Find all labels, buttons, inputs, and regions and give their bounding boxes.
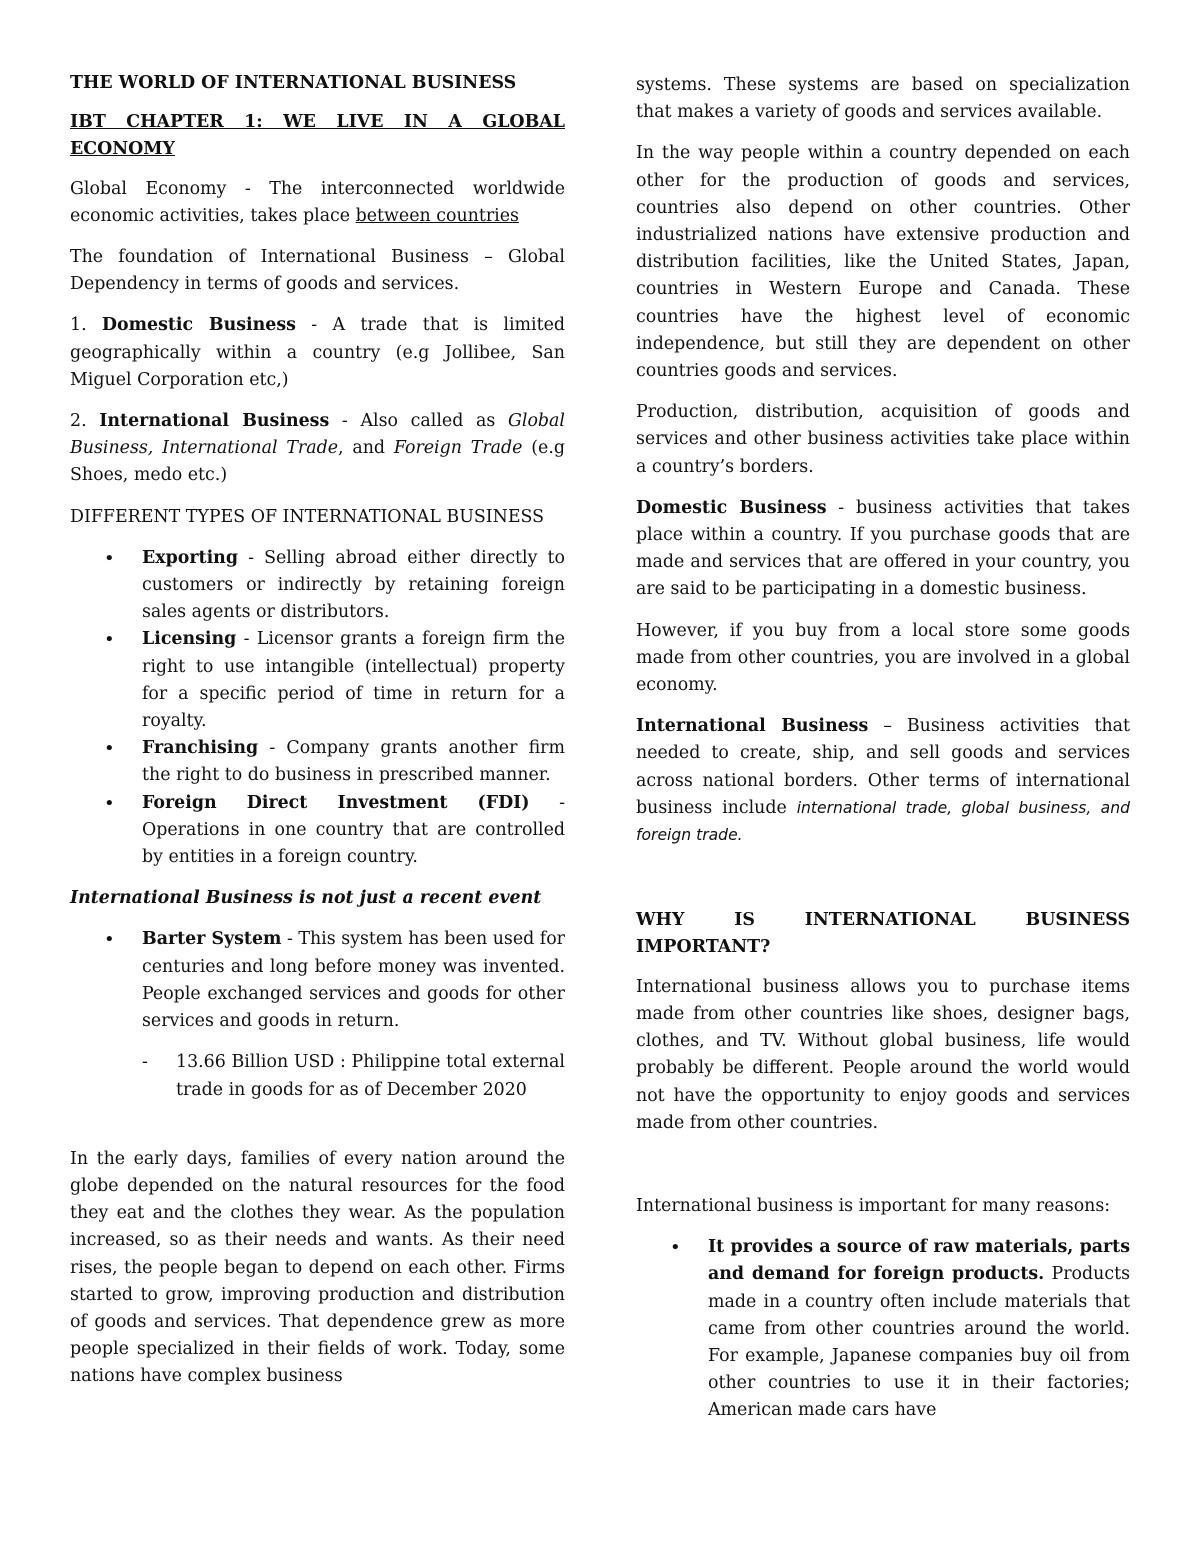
stat-list: [70, 1049, 565, 1103]
production-paragraph: Production, distribution, acquisition of goods and services and other business activities take place within a country’s borders.: [636, 402, 1130, 477]
chapter-heading: IBT CHAPTER 1: WE LIVE IN A GLOBAL ECONOMY: [70, 112, 565, 160]
types-heading: DIFFERENT TYPES OF INTERNATIONAL BUSINESS: [70, 506, 545, 527]
list-item: • Barter System - This system has been used for centuries and long before money was invented. People exchanged services and goods for other services and goods in return.: [70, 926, 565, 1035]
list-item: • Foreign Direct Investment (FDI) - Operations in one country that are controlled by entities in a foreign country.: [70, 790, 565, 872]
reasons-list: [636, 1234, 1130, 1424]
underlined-phrase: between countries: [355, 205, 519, 226]
however-paragraph: However, if you buy from a local store some goods made from other countries, you are involved in a global economy.: [636, 620, 1130, 696]
term: International Business: [99, 411, 330, 432]
types-list: [70, 545, 565, 871]
right-column: [636, 72, 1130, 1439]
systems-paragraph: systems. These systems are based on specialization that makes a variety of goods and services available.: [636, 75, 1130, 123]
not-recent-heading: International Business is not just a recent event: [70, 888, 542, 909]
document-title: THE WORLD OF INTERNATIONAL BUSINESS: [70, 73, 517, 93]
domestic-business-paragraph: Domestic Business - business activities that takes place within a country. If you purchase goods that are made and services that are offered in your country, you are said to be participating in a domestic business.: [636, 497, 1130, 600]
barter-list: [70, 926, 565, 1035]
list-item: • Franchising - Company grants another firm the right to do business in prescribed manner.: [70, 735, 565, 789]
domestic-business-definition: 1. Domestic Business - A trade that is limited geographically within a country (e.g Jollibee, San Miguel Corporation etc,): [70, 315, 566, 390]
early-days-paragraph: In the early days, families of every nation around the globe depended on the natural resources for the food they eat and the clothes they wear. As the population increased, so as their needs and wants. As their need rises, the people began to depend on each other. Firms started to grow, improving production and distribution of goods and services. That dependence grew as more people specialized in their fields of work. Today, some nations have complex business: [70, 1148, 565, 1387]
international-business-paragraph: International Business – Business activities that needed to create, ship, and sell goods and services across national borders. Other terms of international business include international trade, global business, and foreign trade.: [636, 716, 1130, 845]
term: International Business: [636, 716, 869, 737]
why-heading: WHY IS INTERNATIONAL BUSINESS IMPORTANT?: [636, 910, 1130, 958]
list-item: • Licensing - Licensor grants a foreign firm the right to use intangible (intellectual) property for a specific period of time in return for a royalty.: [70, 626, 565, 735]
global-economy-definition: Global Economy - The interconnected worldwide economic activities, takes place between countries: [70, 178, 565, 226]
reasons-intro: International business is important for many reasons:: [636, 1195, 1111, 1216]
foundation-paragraph: The foundation of International Business – Global Dependency in terms of goods and services.: [70, 247, 565, 295]
left-column: [70, 70, 565, 1405]
list-item: • Exporting - Selling abroad either directly to customers or indirectly by retaining foreign sales agents or distributors.: [70, 545, 565, 627]
list-item: • It provides a source of raw materials, parts and demand for foreign products. Products made in a country often include materials that came from other countries around the world. For example, Japanese companies buy oil from other countries to use it in their factories; American made cars have: [636, 1234, 1130, 1424]
term: Domestic Business: [636, 497, 827, 518]
international-business-definition: 2. International Business - Also called as Global Business, International Trade, and Foreign Trade (e.g Shoes, medo etc.): [70, 411, 565, 486]
why-paragraph: International business allows you to purchase items made from other countries like shoes, designer bags, clothes, and TV. Without global business, life would probably be different. People around the world would not have the opportunity to enjoy goods and services made from other countries.: [636, 976, 1130, 1133]
dependence-paragraph: In the way people within a country depended on each other for the production of goods and services, countries also depend on other countries. Other industrialized nations have extensive production and distribution facilities, like the United States, Japan, countries in Western Europe and Canada. These countries have the highest level of economic independence, but still they are dependent on other countries goods and services.: [636, 143, 1130, 382]
term: Domestic Business: [101, 315, 296, 336]
list-item: - 13.66 Billion USD : Philippine total external trade in goods for as of December 2020: [70, 1049, 565, 1103]
